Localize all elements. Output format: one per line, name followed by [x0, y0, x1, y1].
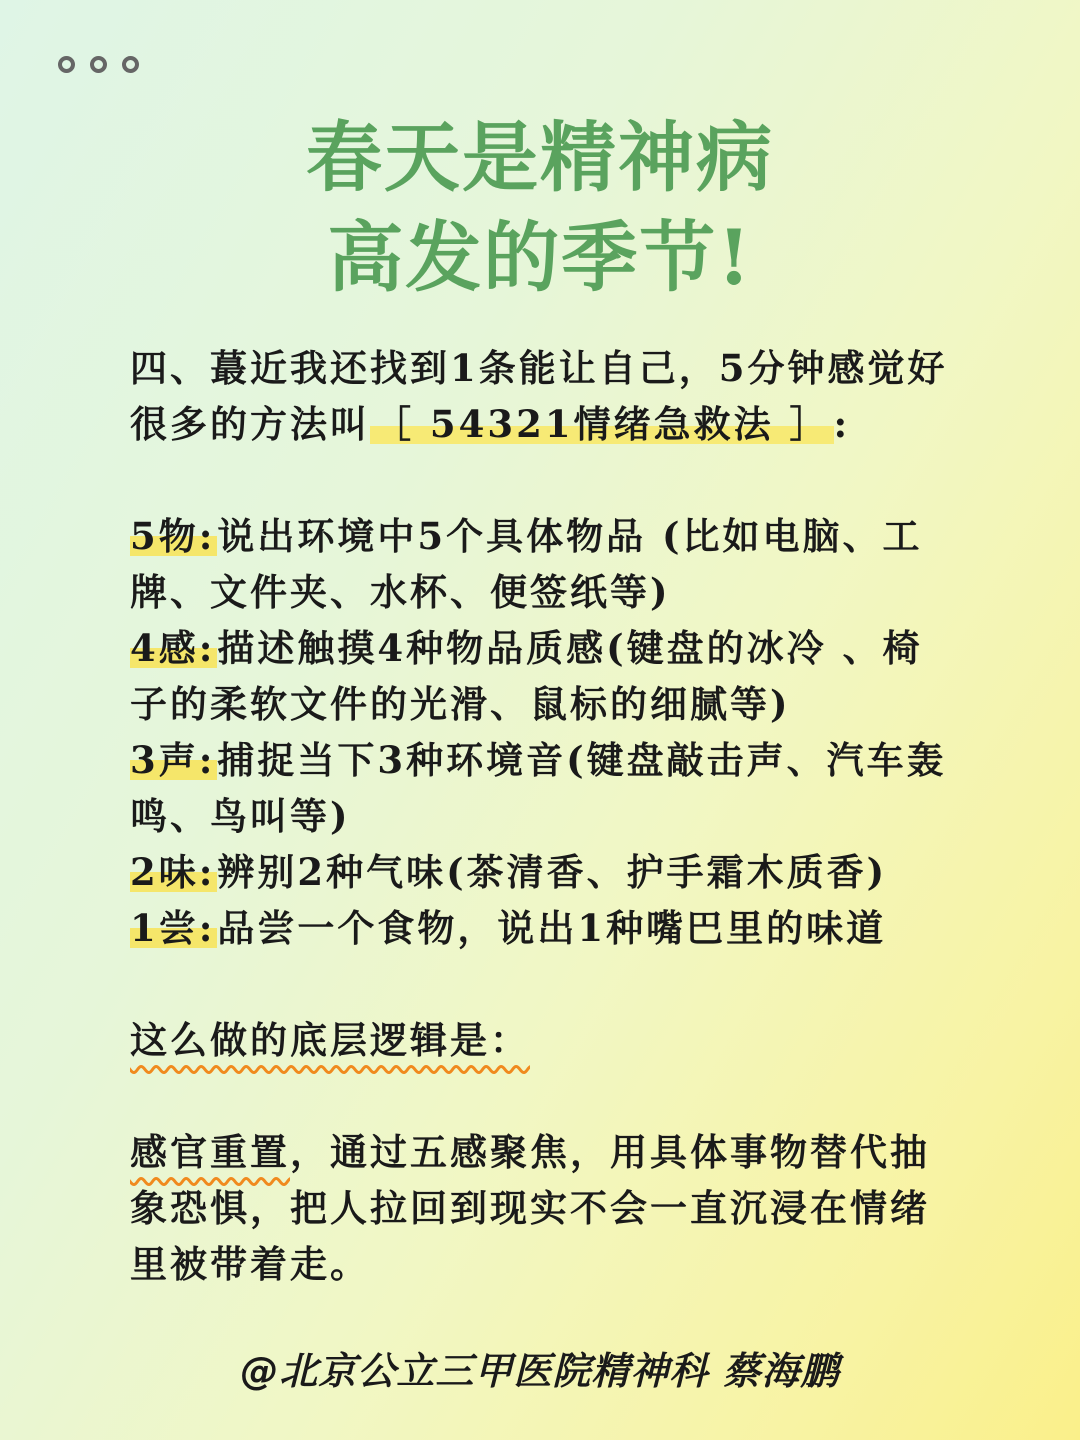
logic-heading-text: 这么做的底层逻辑是：: [130, 1018, 530, 1062]
item-tag: 1尝:: [130, 906, 216, 950]
spacer: [130, 956, 960, 1012]
spacer: [130, 452, 960, 508]
list-item-5: [130, 508, 960, 620]
item-tag: 4感:: [130, 626, 216, 670]
intro-text: 四、蕞近我还找到1条能让自己，5分钟感觉好很多的方法叫: [130, 346, 948, 446]
author-credit: @北京公立三甲医院精神科 蔡海鹏: [240, 1349, 840, 1393]
circle-icon: [122, 56, 139, 73]
content-body: [130, 340, 960, 1292]
conclusion-paragraph: [130, 1124, 960, 1292]
spacer: [130, 1068, 960, 1124]
method-name-highlight: ［ 54321情绪急救法 ］: [370, 402, 834, 446]
window-dots: [58, 56, 139, 73]
circle-icon: [90, 56, 107, 73]
item-text: 描述触摸4种物品质感(键盘的冰冷 、椅子的柔软文件的光滑、鼠标的细腻等): [130, 626, 923, 726]
intro-suffix: :: [833, 402, 851, 446]
conclusion-text: ，通过五感聚焦，用具体事物替代抽象恐惧，把人拉回到现实不会一直沉浸在情绪里被带着走。: [130, 1130, 930, 1286]
circle-icon: [58, 56, 75, 73]
list-item-3: [130, 732, 960, 844]
list-item-2: [130, 844, 960, 900]
logic-heading: [130, 1012, 960, 1068]
intro-paragraph: [130, 340, 960, 452]
item-text: 辨别2种气味(茶清香、护手霜木质香): [217, 850, 888, 894]
title-line-2: 高发的季节!: [327, 213, 753, 302]
item-tag: 2味:: [130, 850, 216, 894]
page-title: [0, 108, 1080, 308]
title-line-1: 春天是精神病: [306, 113, 774, 202]
list-item-1: [130, 900, 960, 956]
item-tag: 5物:: [130, 514, 216, 558]
list-item-4: [130, 620, 960, 732]
item-text: 捕捉当下3种环境音(键盘敲击声、汽车轰鸣、鸟叫等): [130, 738, 947, 838]
item-text: 说出环境中5个具体物品 (比如电脑、工牌、文件夹、水杯、便签纸等): [130, 514, 923, 614]
conclusion-emphasis: 感官重置: [130, 1130, 290, 1174]
item-tag: 3声:: [130, 738, 216, 782]
item-text: 品尝一个食物，说出1种嘴巴里的味道: [217, 906, 887, 950]
